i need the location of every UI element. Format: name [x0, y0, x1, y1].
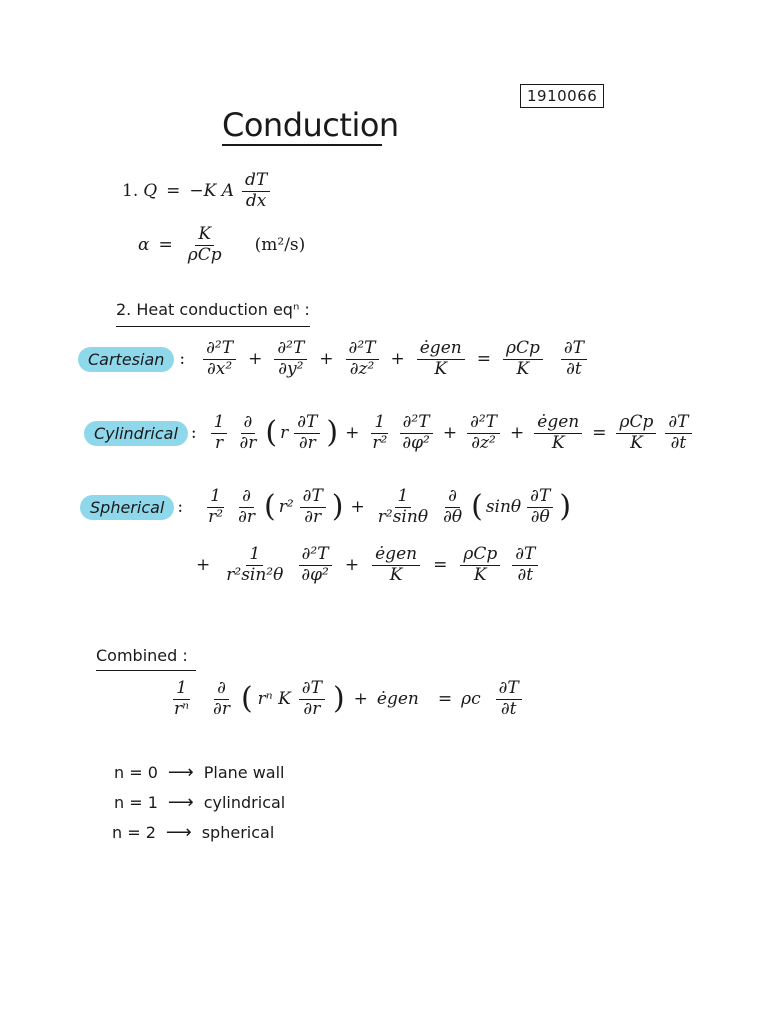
term-fraction [375, 488, 431, 527]
fourier-equals: = [166, 181, 181, 202]
term-fraction [298, 546, 332, 585]
variable-r-squared: r² [278, 497, 294, 518]
term-fraction [299, 680, 325, 719]
fraction-denominator: ∂t [566, 358, 582, 379]
fraction-numerator: ∂ [241, 414, 256, 434]
fraction-numerator: ėgen [417, 340, 465, 360]
fraction-numerator: ∂²T [274, 340, 307, 360]
fraction-numerator: ∂ [445, 488, 460, 508]
fraction-numerator: ∂²T [400, 414, 433, 434]
fraction-denominator: ∂θ [530, 506, 550, 527]
fraction-denominator: ∂r [304, 506, 322, 527]
fraction-numerator: ∂²T [346, 340, 379, 360]
right-paren: ) [559, 489, 572, 525]
term-fraction [346, 340, 379, 379]
fraction-denominator: ∂t [500, 698, 517, 719]
case-geometry: cylindrical [203, 793, 286, 812]
fraction-numerator: ∂²T [467, 414, 500, 434]
term-fraction [440, 488, 465, 527]
fraction-numerator: ρCp [460, 546, 500, 566]
left-paren: ( [240, 681, 253, 717]
term-fraction [616, 414, 656, 453]
plus-sign: + [196, 555, 211, 576]
fraction-numerator: ρCp [503, 340, 543, 360]
fraction-numerator: 1 [211, 414, 228, 434]
left-paren: ( [471, 489, 483, 525]
combined-equation [168, 680, 525, 719]
fraction-numerator: 1 [395, 488, 412, 508]
left-paren: ( [265, 415, 278, 451]
fourier-lhs: Q [143, 181, 158, 202]
right-paren: ) [332, 681, 345, 717]
fraction-numerator: ∂ [239, 488, 254, 508]
term-fraction [235, 488, 258, 527]
case-n-value: n = 0 [114, 763, 158, 782]
r-power-n-k: rⁿ K [257, 689, 291, 710]
title-underline [222, 144, 382, 146]
diffusivity-equals: = [158, 235, 173, 256]
plus-sign: + [350, 497, 365, 518]
label-colon: : [177, 497, 184, 518]
term-fraction [467, 414, 500, 453]
plus-sign: + [442, 423, 458, 444]
term-fraction [210, 680, 233, 719]
plus-sign: + [345, 423, 360, 444]
right-arrow-icon: ⟶ [165, 822, 192, 843]
fraction-denominator: ∂r [303, 698, 321, 719]
student-id-box: 1910066 [520, 84, 604, 108]
fraction-numerator: ∂T [561, 340, 587, 360]
term-fraction [203, 340, 236, 379]
term-fraction [460, 546, 500, 585]
fraction-numerator: 1 [246, 546, 263, 566]
fraction-denominator: K [473, 564, 487, 585]
term-fraction [205, 488, 226, 527]
cartesian-equation [78, 340, 590, 379]
fraction-denominator: K [389, 564, 403, 585]
right-arrow-icon: ⟶ [167, 792, 194, 813]
fraction-denominator: ∂x² [207, 358, 233, 379]
cartesian-label: Cartesian [78, 347, 174, 372]
fraction-numerator: 1 [173, 680, 190, 700]
fraction-numerator: ∂T [299, 680, 325, 700]
diffusivity-lhs: α [138, 235, 150, 256]
fraction-denominator: K [551, 432, 565, 453]
variable-r: r [280, 423, 289, 444]
term-fraction [496, 680, 522, 719]
case-row [114, 792, 285, 813]
fraction-denominator: ∂t [517, 564, 534, 585]
plus-sign: + [353, 689, 368, 710]
term-fraction [512, 546, 538, 585]
fraction-denominator: ∂t [670, 432, 687, 453]
rho-c: ρc [461, 689, 481, 710]
fraction-numerator: ∂T [527, 488, 553, 508]
term-fraction [372, 546, 420, 585]
fraction-denominator: rⁿ [174, 698, 190, 719]
page-title: Conduction [222, 106, 399, 144]
diffusivity-unit: (m²/s) [254, 235, 306, 256]
case-geometry: Plane wall [203, 763, 285, 782]
plus-sign: + [248, 349, 263, 370]
fraction-denominator: ∂r [298, 432, 316, 453]
fraction-denominator: ∂z² [471, 432, 496, 453]
term-fraction [369, 414, 390, 453]
generation-term: ėgen [376, 689, 419, 710]
term-fraction [294, 414, 320, 453]
equals-sign: = [476, 349, 491, 370]
fraction-numerator: ∂ [214, 680, 229, 700]
fraction-numerator: ∂²T [299, 546, 332, 566]
left-paren: ( [263, 489, 276, 525]
fraction-denominator: ∂θ [443, 506, 463, 527]
term-fraction [171, 680, 192, 719]
fourier-law-equation [122, 172, 273, 211]
spherical-equation-line1 [80, 488, 571, 527]
fraction-numerator: ∂T [512, 546, 538, 566]
fraction-denominator: r [214, 432, 224, 453]
item-number: 1. [122, 181, 139, 202]
equals-sign: = [437, 689, 453, 710]
term-fraction [417, 340, 465, 379]
cylindrical-equation [84, 414, 695, 453]
term-fraction [399, 414, 433, 453]
case-geometry: spherical [201, 823, 275, 842]
fraction-denominator: ∂r [238, 506, 255, 527]
term-fraction [527, 488, 553, 527]
term-fraction [236, 414, 259, 453]
term-fraction [274, 340, 307, 379]
plus-sign: + [344, 555, 360, 576]
diffusivity-equation [138, 226, 305, 265]
fraction-denominator: ∂r [213, 698, 230, 719]
fraction-numerator: 1 [207, 488, 224, 508]
case-n-value: n = 2 [112, 823, 156, 842]
right-paren: ) [331, 489, 344, 525]
fraction-numerator: 1 [371, 414, 388, 434]
cylindrical-label: Cylindrical [84, 421, 188, 446]
term-fraction [503, 340, 543, 379]
fraction-denominator: K [434, 358, 448, 379]
fraction-denominator: r²sin²θ [226, 564, 284, 585]
case-n-value: n = 1 [114, 793, 158, 812]
fraction-denominator: ∂r [239, 432, 257, 453]
equals-sign: = [433, 555, 448, 576]
plus-sign: + [510, 423, 525, 444]
case-row [114, 762, 284, 783]
fraction-denominator: r²sinθ [377, 506, 429, 527]
term-fraction [223, 546, 286, 585]
fraction-denominator: ρCp [187, 244, 222, 265]
section-heading: 2. Heat conduction eqⁿ : [116, 300, 310, 319]
plus-sign: + [390, 349, 405, 370]
section-underline [116, 326, 310, 327]
fraction-numerator: ∂T [496, 680, 522, 700]
case-row [112, 822, 274, 843]
fraction-numerator: K [195, 226, 214, 246]
fraction-denominator: ∂y² [278, 358, 304, 379]
fourier-coefficient: −K A [189, 181, 235, 202]
fraction-numerator: ∂²T [203, 340, 236, 360]
label-colon: : [179, 349, 186, 370]
fraction-numerator: ėgen [534, 414, 582, 434]
term-fraction [534, 414, 582, 453]
fraction-denominator: r² [372, 432, 388, 453]
term-fraction [300, 488, 326, 527]
fraction-numerator: ∂T [300, 488, 326, 508]
spherical-equation-line2 [192, 546, 541, 585]
spherical-label: Spherical [80, 495, 174, 520]
fraction-numerator: ρCp [616, 414, 656, 434]
fraction-numerator: dT [242, 172, 270, 192]
fraction-denominator: K [516, 358, 530, 379]
fraction-numerator: ∂T [294, 414, 320, 434]
right-arrow-icon: ⟶ [167, 762, 194, 783]
term-fraction [561, 340, 587, 379]
term-fraction [211, 414, 228, 453]
combined-underline [96, 670, 196, 671]
fraction-numerator: ∂T [665, 414, 691, 434]
equals-sign: = [592, 423, 607, 444]
right-paren: ) [326, 415, 339, 451]
fraction-denominator: dx [245, 190, 267, 211]
term-fraction [665, 414, 691, 453]
fraction-denominator: ∂z² [349, 358, 375, 379]
fraction-denominator: K [630, 432, 643, 453]
fourier-gradient-fraction [242, 172, 270, 211]
fraction-denominator: ∂φ² [402, 432, 430, 453]
sin-theta: sinθ [485, 497, 522, 518]
combined-heading: Combined : [96, 646, 188, 665]
label-colon: : [190, 423, 197, 444]
fraction-denominator: ∂φ² [301, 564, 329, 585]
diffusivity-fraction [185, 226, 225, 265]
plus-sign: + [319, 349, 334, 370]
fraction-numerator: ėgen [372, 546, 420, 566]
fraction-denominator: r² [208, 506, 224, 527]
